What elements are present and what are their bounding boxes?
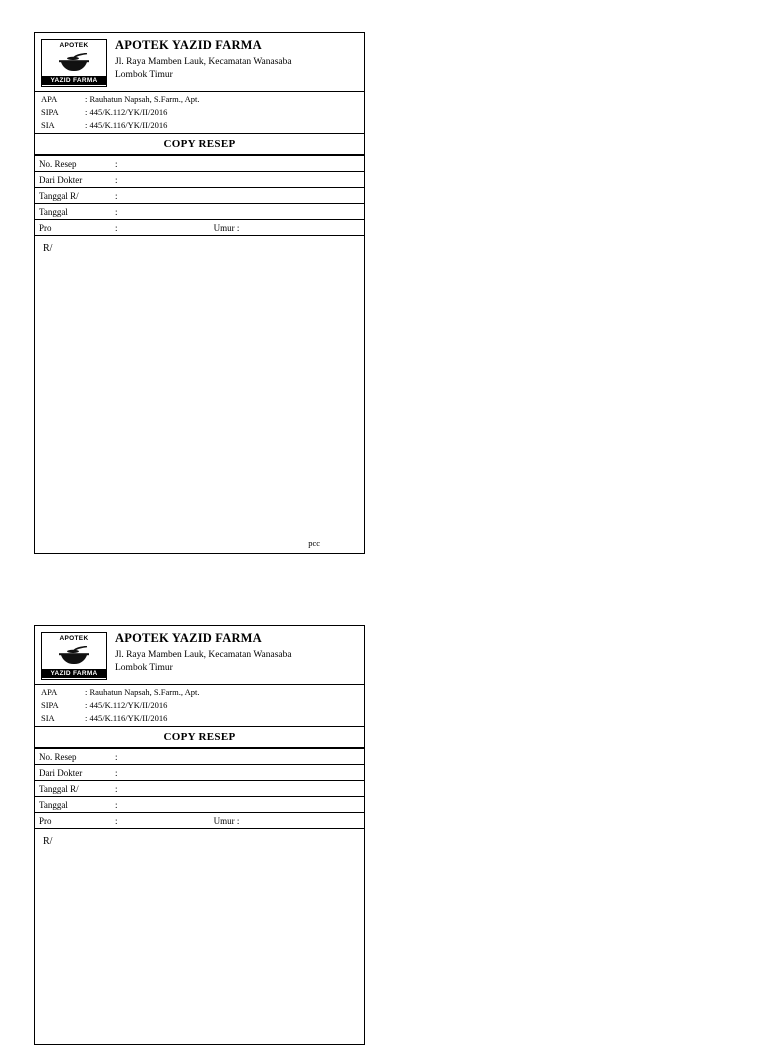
identity-row-apa <box>35 686 364 699</box>
umur-label: Umur : <box>213 222 240 233</box>
copy-resep-form-1 <box>34 32 365 554</box>
field-value-tanggal[interactable] <box>125 797 364 813</box>
field-colon: : <box>111 765 125 781</box>
fields-table <box>35 155 364 236</box>
logo-area <box>35 33 111 91</box>
form-title: COPY RESEP <box>35 727 364 748</box>
field-colon: : <box>111 813 125 829</box>
field-colon: : <box>111 797 125 813</box>
field-label: Tanggal <box>35 797 111 813</box>
identity-row-apa <box>35 93 364 106</box>
pharmacy-logo <box>41 632 107 680</box>
logo-top-text: APOTEK <box>59 635 89 642</box>
identity-value: : Rauhatun Napsah, S.Farm., Apt. <box>85 94 200 104</box>
field-colon: : <box>111 156 125 172</box>
logo-bottom-text: YAZID FARMA <box>42 669 106 678</box>
field-value-no-resep[interactable] <box>125 749 364 765</box>
field-label: Dari Dokter <box>35 172 111 188</box>
field-label: No. Resep <box>35 156 111 172</box>
table-row <box>35 765 364 781</box>
address-line-2: Lombok Timur <box>115 663 173 673</box>
identity-row-sipa <box>35 699 364 712</box>
identity-label: APA <box>41 687 58 697</box>
pharmacy-name: APOTEK YAZID FARMA <box>115 631 262 645</box>
field-colon: : <box>111 204 125 220</box>
field-value-dari-dokter[interactable] <box>125 765 364 781</box>
field-value-pro[interactable] <box>125 813 364 829</box>
identity-block <box>35 92 364 134</box>
pcc-note: pcc <box>308 538 320 548</box>
table-row <box>35 749 364 765</box>
field-colon: : <box>111 749 125 765</box>
identity-label: APA <box>41 94 58 104</box>
identity-label: SIPA <box>41 107 59 117</box>
identity-value: : Rauhatun Napsah, S.Farm., Apt. <box>85 687 200 697</box>
rj-marker: R/ <box>43 243 53 254</box>
address-line-1: Jl. Raya Mamben Lauk, Kecamatan Wanasaba <box>115 57 292 67</box>
field-label: Pro <box>35 220 111 236</box>
field-label: Pro <box>35 813 111 829</box>
field-value-tanggal[interactable] <box>125 204 364 220</box>
field-value-tanggal-r[interactable] <box>125 781 364 797</box>
field-value-no-resep[interactable] <box>125 156 364 172</box>
field-value-pro[interactable] <box>125 220 364 236</box>
table-row <box>35 172 364 188</box>
field-colon: : <box>111 188 125 204</box>
table-row <box>35 188 364 204</box>
field-value-dari-dokter[interactable] <box>125 172 364 188</box>
logo-top-text: APOTEK <box>59 42 89 49</box>
prescription-body[interactable] <box>35 829 364 1053</box>
mortar-pestle-icon <box>57 49 91 76</box>
mortar-pestle-icon <box>57 642 91 669</box>
field-label: Tanggal R/ <box>35 781 111 797</box>
fields-table <box>35 748 364 829</box>
table-row <box>35 797 364 813</box>
identity-block <box>35 685 364 727</box>
rj-marker: R/ <box>43 836 53 847</box>
copy-resep-form-2 <box>34 625 365 1045</box>
identity-label: SIPA <box>41 700 59 710</box>
pharmacy-logo <box>41 39 107 87</box>
identity-value: : 445/K.112/YK/II/2016 <box>85 700 168 710</box>
table-row <box>35 220 364 236</box>
field-colon: : <box>111 172 125 188</box>
table-row <box>35 204 364 220</box>
identity-value: : 445/K.116/YK/II/2016 <box>85 120 168 130</box>
field-value-tanggal-r[interactable] <box>125 188 364 204</box>
table-row <box>35 156 364 172</box>
address-line-1: Jl. Raya Mamben Lauk, Kecamatan Wanasaba <box>115 650 292 660</box>
pharmacy-name: APOTEK YAZID FARMA <box>115 38 262 52</box>
header-text-block <box>111 33 364 91</box>
logo-bottom-text: YAZID FARMA <box>42 76 106 85</box>
header-text-block <box>111 626 364 684</box>
identity-value: : 445/K.112/YK/II/2016 <box>85 107 168 117</box>
identity-label: SIA <box>41 713 55 723</box>
form-header <box>35 33 364 92</box>
form-title: COPY RESEP <box>35 134 364 155</box>
identity-row-sia <box>35 119 364 132</box>
identity-row-sipa <box>35 106 364 119</box>
field-label: Tanggal <box>35 204 111 220</box>
field-label: Tanggal R/ <box>35 188 111 204</box>
field-label: Dari Dokter <box>35 765 111 781</box>
identity-label: SIA <box>41 120 55 130</box>
address-line-2: Lombok Timur <box>115 70 173 80</box>
field-colon: : <box>111 220 125 236</box>
table-row <box>35 781 364 797</box>
table-row <box>35 813 364 829</box>
prescription-body[interactable] <box>35 236 364 562</box>
identity-row-sia <box>35 712 364 725</box>
logo-area <box>35 626 111 684</box>
field-label: No. Resep <box>35 749 111 765</box>
umur-label: Umur : <box>213 815 240 826</box>
form-header <box>35 626 364 685</box>
field-colon: : <box>111 781 125 797</box>
identity-value: : 445/K.116/YK/II/2016 <box>85 713 168 723</box>
